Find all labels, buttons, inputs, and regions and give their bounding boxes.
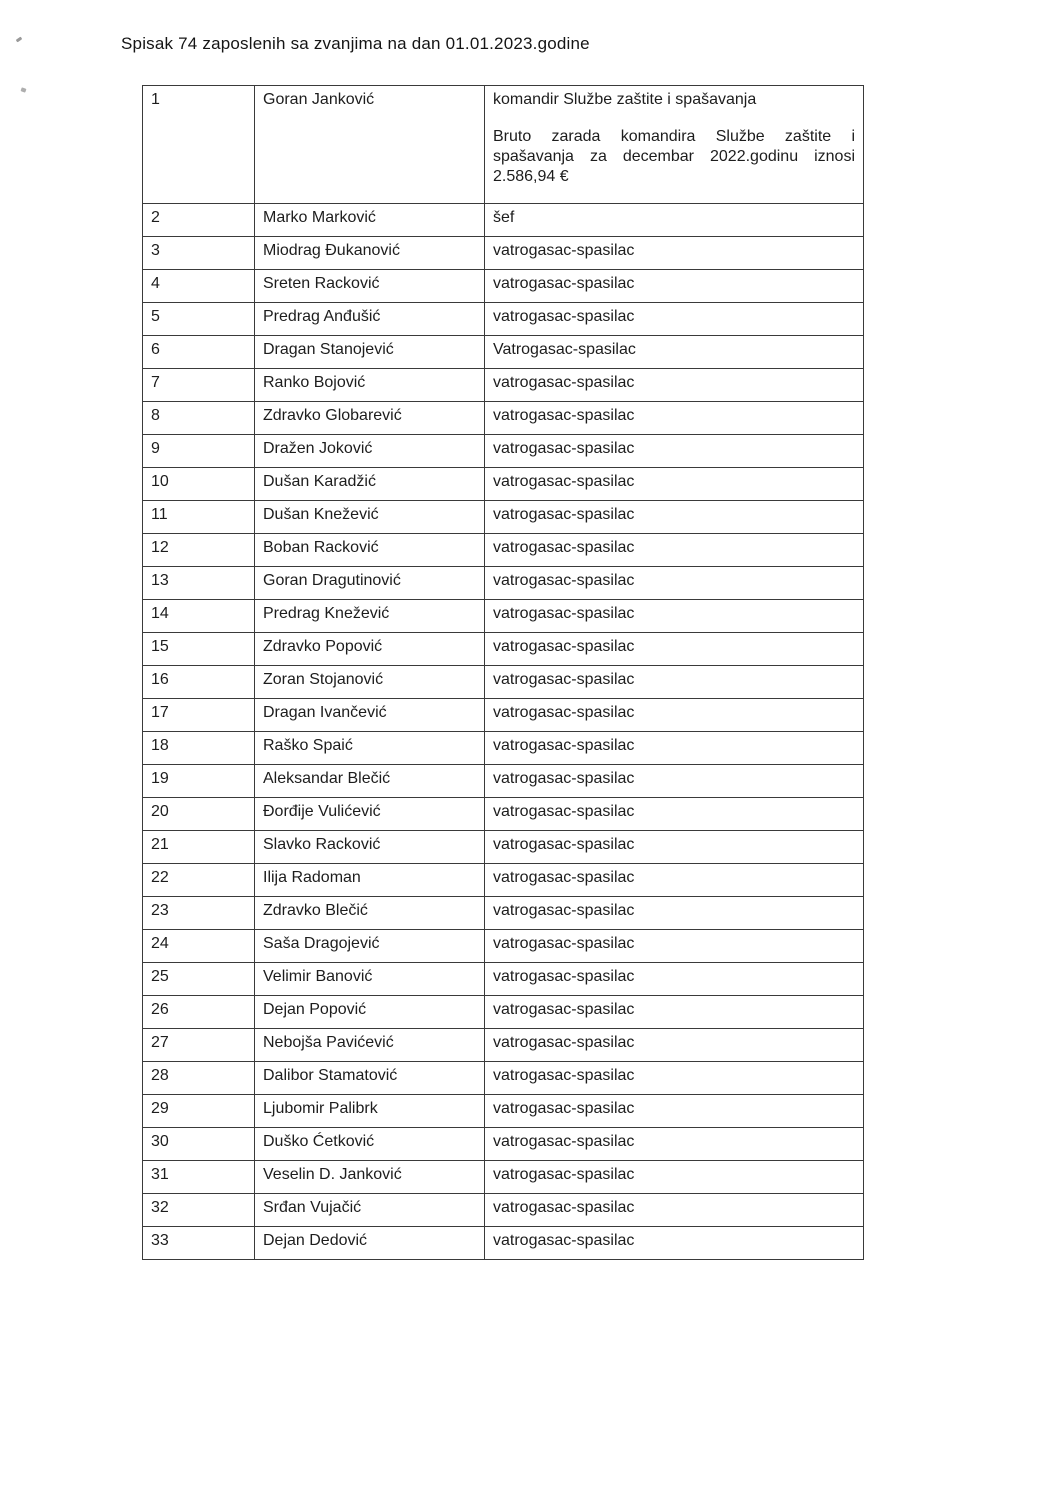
table-row — [143, 303, 864, 336]
employee-name: Zoran Stojanović — [255, 666, 485, 699]
document-title: Spisak 74 zaposlenih sa zvanjima na dan 01.01.2023.godine — [121, 34, 590, 53]
employee-title — [485, 86, 864, 204]
employee-title-text: vatrogasac-spasilac — [493, 1166, 635, 1183]
employee-title — [485, 1029, 864, 1062]
employee-name: Srđan Vujačić — [255, 1194, 485, 1227]
employee-title — [485, 699, 864, 732]
employee-name: Miodrag Đukanović — [255, 237, 485, 270]
employee-name: Dragan Stanojević — [255, 336, 485, 369]
employee-title — [485, 435, 864, 468]
employee-title-text: vatrogasac-spasilac — [493, 902, 635, 919]
table-row — [143, 1095, 864, 1128]
employee-number: 17 — [143, 699, 255, 732]
employee-number: 22 — [143, 864, 255, 897]
employee-title — [485, 237, 864, 270]
table-row — [143, 633, 864, 666]
table-row — [143, 1227, 864, 1260]
table-row — [143, 831, 864, 864]
employee-title-text: vatrogasac-spasilac — [493, 803, 635, 820]
employee-name: Goran Janković — [255, 86, 485, 204]
employee-table-body — [143, 86, 864, 1260]
employee-title — [485, 501, 864, 534]
employee-number: 18 — [143, 732, 255, 765]
employee-number: 6 — [143, 336, 255, 369]
table-row — [143, 468, 864, 501]
employee-number: 23 — [143, 897, 255, 930]
employee-number: 2 — [143, 204, 255, 237]
employee-title — [485, 930, 864, 963]
employee-number: 3 — [143, 237, 255, 270]
table-row — [143, 600, 864, 633]
employee-number: 20 — [143, 798, 255, 831]
employee-title — [485, 204, 864, 237]
employee-title-text: vatrogasac-spasilac — [493, 737, 635, 754]
employee-title-text: vatrogasac-spasilac — [493, 1199, 635, 1216]
employee-title-text: vatrogasac-spasilac — [493, 1067, 635, 1084]
employee-title — [485, 600, 864, 633]
employee-title — [485, 303, 864, 336]
employee-name: Marko Marković — [255, 204, 485, 237]
employee-title — [485, 468, 864, 501]
employee-title-text: vatrogasac-spasilac — [493, 1133, 635, 1150]
table-row — [143, 1029, 864, 1062]
employee-number: 12 — [143, 534, 255, 567]
employee-title — [485, 1095, 864, 1128]
employee-number: 26 — [143, 996, 255, 1029]
employee-title-text: vatrogasac-spasilac — [493, 770, 635, 787]
employee-title-text: vatrogasac-spasilac — [493, 539, 635, 556]
table-row — [143, 765, 864, 798]
employee-title — [485, 336, 864, 369]
employee-title-text: vatrogasac-spasilac — [493, 671, 635, 688]
employee-title — [485, 402, 864, 435]
employee-title-text: vatrogasac-spasilac — [493, 374, 635, 391]
employee-number: 8 — [143, 402, 255, 435]
table-row — [143, 86, 864, 204]
employee-title-text: vatrogasac-spasilac — [493, 440, 635, 457]
employee-table — [142, 85, 864, 1260]
employee-number: 7 — [143, 369, 255, 402]
employee-name: Boban Racković — [255, 534, 485, 567]
table-row — [143, 402, 864, 435]
employee-name: Predrag Anđušić — [255, 303, 485, 336]
employee-name: Ilija Radoman — [255, 864, 485, 897]
employee-title — [485, 732, 864, 765]
scan-artifact — [20, 87, 26, 92]
employee-number: 1 — [143, 86, 255, 204]
employee-number: 16 — [143, 666, 255, 699]
employee-number: 13 — [143, 567, 255, 600]
employee-number: 19 — [143, 765, 255, 798]
table-row — [143, 237, 864, 270]
table-row — [143, 930, 864, 963]
employee-name: Ranko Bojović — [255, 369, 485, 402]
employee-name: Goran Dragutinović — [255, 567, 485, 600]
employee-name: Zdravko Popović — [255, 633, 485, 666]
employee-title-text: vatrogasac-spasilac — [493, 506, 635, 523]
employee-title-text: vatrogasac-spasilac — [493, 1232, 635, 1249]
table-row — [143, 732, 864, 765]
employee-title-text: vatrogasac-spasilac — [493, 572, 635, 589]
table-row — [143, 798, 864, 831]
employee-title-text: šef — [493, 209, 515, 226]
table-row — [143, 897, 864, 930]
employee-name: Veselin D. Janković — [255, 1161, 485, 1194]
employee-number: 11 — [143, 501, 255, 534]
employee-title-text: vatrogasac-spasilac — [493, 869, 635, 886]
table-row — [143, 336, 864, 369]
employee-name: Slavko Racković — [255, 831, 485, 864]
employee-name: Predrag Knežević — [255, 600, 485, 633]
employee-title-text: vatrogasac-spasilac — [493, 1001, 635, 1018]
employee-number: 29 — [143, 1095, 255, 1128]
employee-title — [485, 1194, 864, 1227]
scan-artifact — [16, 37, 23, 43]
employee-number: 33 — [143, 1227, 255, 1260]
employee-title — [485, 270, 864, 303]
employee-title-text: vatrogasac-spasilac — [493, 605, 635, 622]
table-row — [143, 666, 864, 699]
employee-title — [485, 666, 864, 699]
employee-name: Dražen Joković — [255, 435, 485, 468]
table-row — [143, 435, 864, 468]
employee-name: Zdravko Globarević — [255, 402, 485, 435]
table-row — [143, 1062, 864, 1095]
employee-title — [485, 897, 864, 930]
table-row — [143, 369, 864, 402]
table-row — [143, 270, 864, 303]
employee-title-text: vatrogasac-spasilac — [493, 638, 635, 655]
employee-title — [485, 633, 864, 666]
employee-name: Nebojša Pavićević — [255, 1029, 485, 1062]
employee-name: Velimir Banović — [255, 963, 485, 996]
employee-number: 4 — [143, 270, 255, 303]
employee-name: Saša Dragojević — [255, 930, 485, 963]
employee-title — [485, 534, 864, 567]
employee-title-text: vatrogasac-spasilac — [493, 242, 635, 259]
employee-number: 31 — [143, 1161, 255, 1194]
table-row — [143, 501, 864, 534]
table-row — [143, 204, 864, 237]
employee-title-text: vatrogasac-spasilac — [493, 836, 635, 853]
employee-title-text: vatrogasac-spasilac — [493, 308, 635, 325]
employee-title — [485, 996, 864, 1029]
employee-title — [485, 369, 864, 402]
employee-title — [485, 1161, 864, 1194]
employee-title — [485, 864, 864, 897]
employee-title — [485, 765, 864, 798]
employee-number: 5 — [143, 303, 255, 336]
employee-name: Dušan Karadžić — [255, 468, 485, 501]
employee-title-text: vatrogasac-spasilac — [493, 968, 635, 985]
employee-number: 27 — [143, 1029, 255, 1062]
employee-name: Dejan Dedović — [255, 1227, 485, 1260]
employee-title-text: vatrogasac-spasilac — [493, 1100, 635, 1117]
employee-number: 14 — [143, 600, 255, 633]
employee-name: Raško Spaić — [255, 732, 485, 765]
employee-number: 9 — [143, 435, 255, 468]
employee-name: Đorđije Vulićević — [255, 798, 485, 831]
employee-title-text: vatrogasac-spasilac — [493, 1034, 635, 1051]
employee-title-text: komandir Službe zaštite i spašavanja — [493, 91, 757, 108]
employee-title-text: vatrogasac-spasilac — [493, 473, 635, 490]
employee-number: 21 — [143, 831, 255, 864]
employee-title — [485, 567, 864, 600]
employee-name: Dejan Popović — [255, 996, 485, 1029]
table-row — [143, 1194, 864, 1227]
salary-note: Bruto zarada komandira Službe zaštite i spašavanja za decembar 2022.godinu iznosi 2.586,94 € — [493, 128, 855, 185]
table-row — [143, 963, 864, 996]
employee-title — [485, 831, 864, 864]
table-row — [143, 699, 864, 732]
employee-title-text: vatrogasac-spasilac — [493, 275, 635, 292]
employee-number: 28 — [143, 1062, 255, 1095]
table-row — [143, 996, 864, 1029]
employee-number: 32 — [143, 1194, 255, 1227]
employee-title — [485, 963, 864, 996]
employee-title-text: vatrogasac-spasilac — [493, 704, 635, 721]
employee-name: Duško Ćetković — [255, 1128, 485, 1161]
employee-number: 24 — [143, 930, 255, 963]
employee-name: Sreten Racković — [255, 270, 485, 303]
employee-name: Dušan Knežević — [255, 501, 485, 534]
table-row — [143, 567, 864, 600]
table-row — [143, 534, 864, 567]
employee-number: 10 — [143, 468, 255, 501]
employee-number: 25 — [143, 963, 255, 996]
employee-title — [485, 1128, 864, 1161]
employee-name: Dragan Ivančević — [255, 699, 485, 732]
employee-name: Aleksandar Blečić — [255, 765, 485, 798]
employee-name: Zdravko Blečić — [255, 897, 485, 930]
employee-title — [485, 798, 864, 831]
employee-name: Ljubomir Palibrk — [255, 1095, 485, 1128]
employee-title — [485, 1227, 864, 1260]
employee-title — [485, 1062, 864, 1095]
employee-title-text: vatrogasac-spasilac — [493, 935, 635, 952]
employee-number: 15 — [143, 633, 255, 666]
table-row — [143, 1161, 864, 1194]
employee-title-text: vatrogasac-spasilac — [493, 407, 635, 424]
employee-title-text: Vatrogasac-spasilac — [493, 341, 636, 358]
employee-number: 30 — [143, 1128, 255, 1161]
table-row — [143, 1128, 864, 1161]
table-row — [143, 864, 864, 897]
employee-name: Dalibor Stamatović — [255, 1062, 485, 1095]
